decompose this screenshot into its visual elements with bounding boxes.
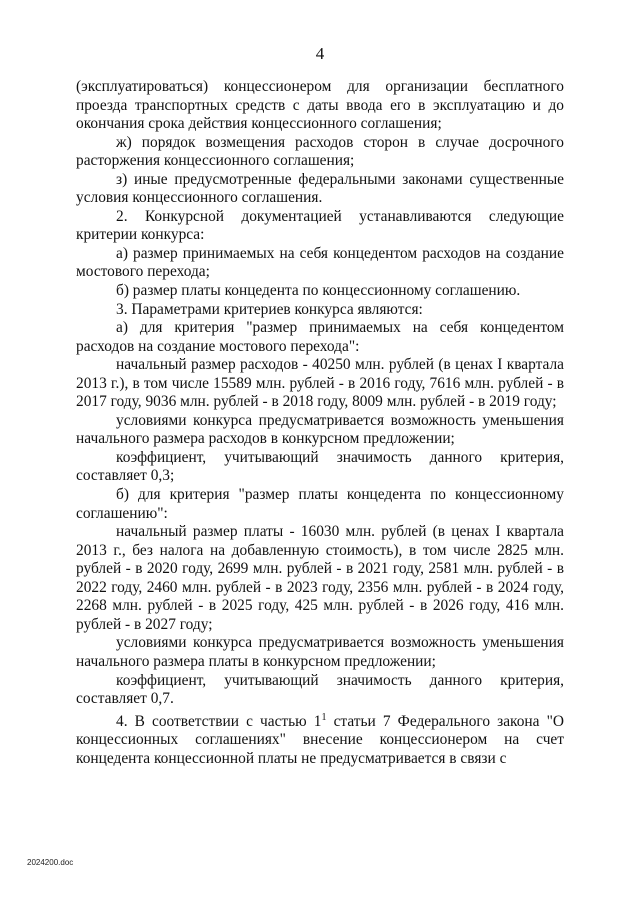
paragraph-initial-expenses: начальный размер расходов - 40250 млн. рублей (в ценах I квартала 2013 г.), в том числе 15589 млн. рублей - в 2016 году, 7616 млн. рублей - в 2017 году, 9036 млн. рублей - в 2018 году, 8009 млн. рублей - в 2019 году; [76,356,564,411]
paragraph-section-4 [76,713,564,769]
paragraph-criterion-a: а) размер принимаемых на себя концедентом расходов на создание мостового перехода; [76,244,564,281]
superscript-reference: 1 [321,711,327,723]
paragraph-coefficient-b: коэффициент, учитывающий значимость данного критерия, составляет 0,7. [76,671,564,708]
paragraph-criterion-b: б) размер платы концедента по концессионному соглашению. [116,282,521,300]
paragraph-expenses-reduction: условиями конкурса предусматривается возможность уменьшения начального размера расходов в конкурсном предложении; [76,411,564,448]
page-number: 4 [315,44,325,63]
section-4-text-start: 4. В соответствии с частью 1 [116,712,322,730]
document-body [76,78,564,768]
paragraph-item-z: з) иные предусмотренные федеральными законами существенные условия концессионного соглашения. [76,170,564,207]
paragraph-parameter-a: а) для критерия "размер принимаемых на себя концедентом расходов на создание мостового перехода": [76,319,564,355]
paragraph-continuation: (эксплуатироваться) концессионером для организации бесплатного проезда транспортных средств с даты ввода его в эксплуатацию и до окончания срока действия концессионного соглашения; [76,78,564,133]
section-4-text-end: статьи 7 Федерального закона "О концессионных соглашениях" внесение концессионером на счет концедента концессионной платы не предусматривается в связи с [76,712,564,767]
paragraph-parameter-b: б) для критерия "размер платы концедента по концессионному соглашению": [76,486,564,522]
footer-filename: 2024200.doc [27,858,74,867]
paragraph-coefficient-a: коэффициент, учитывающий значимость данного критерия, составляет 0,3; [76,448,564,485]
paragraph-item-zh: ж) порядок возмещения расходов сторон в случае досрочного расторжения концессионного соглашения; [76,133,564,170]
paragraph-initial-payment: начальный размер платы - 16030 млн. рублей (в ценах I квартала 2013 г., без налога на добавленную стоимость), в том числе 2825 млн. рублей - в 2020 году, 2699 млн. рублей - в 2021 году, 2581 млн. рублей - в 2022 году, 2460 млн. рублей - в 2023 году, 2356 млн. рублей - в 2024 году, 2268 млн. рублей - в 2025 году, 425 млн. рублей - в 2026 году, 416 млн. рублей - в 2027 году; [76,523,564,633]
paragraph-section-3: 3. Параметрами критериев конкурса являются: [116,300,423,318]
paragraph-payment-reduction: условиями конкурса предусматривается возможность уменьшения начального размера платы в конкурсном предложении; [76,634,564,670]
paragraph-section-2: 2. Конкурсной документацией устанавливаются следующие критерии конкурса: [76,207,564,244]
